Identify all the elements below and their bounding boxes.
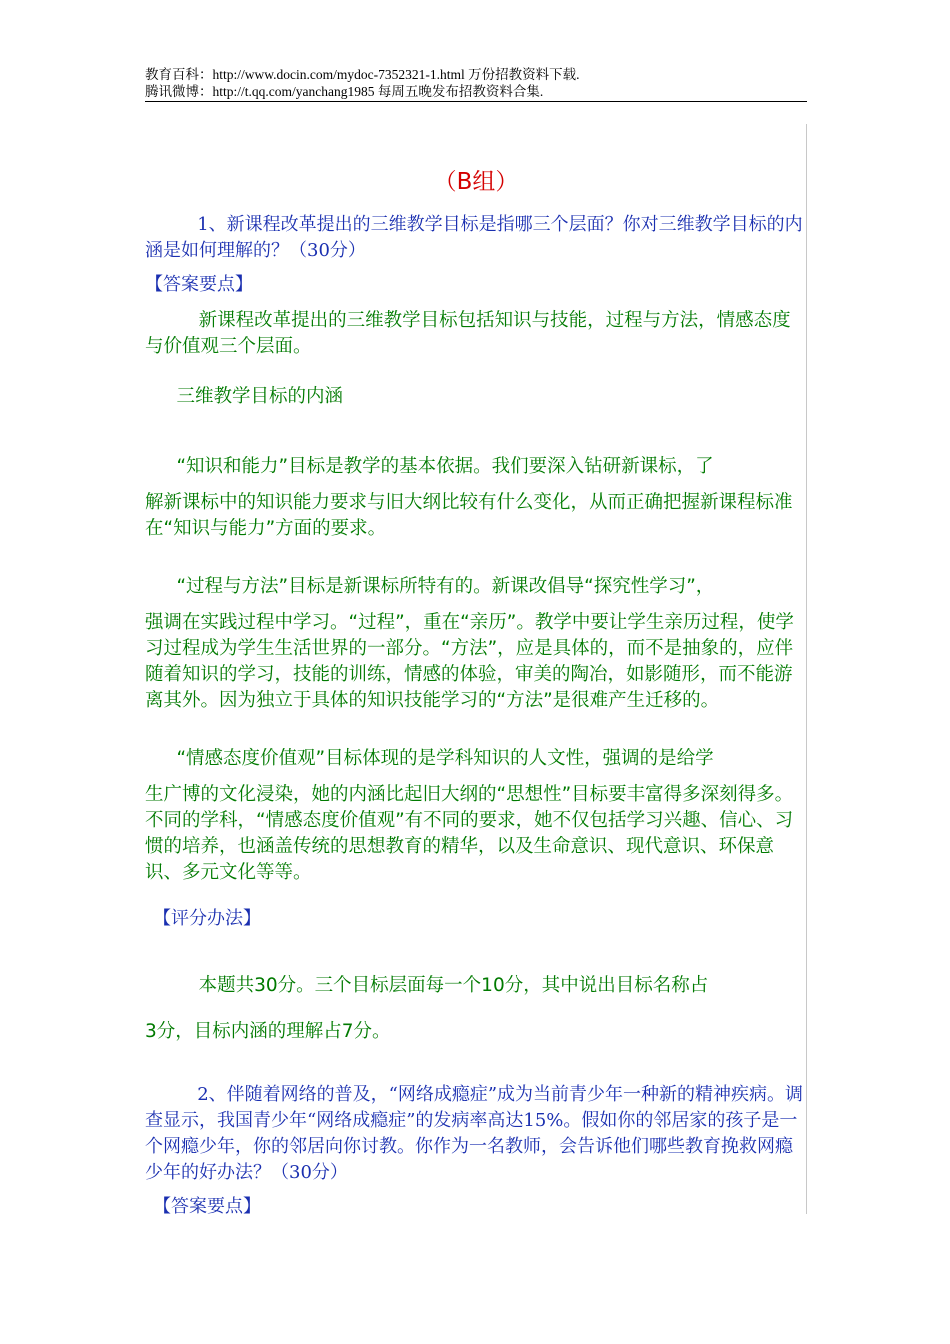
scoring-line-2: 3分，目标内涵的理解占7分。 — [145, 1021, 391, 1042]
paragraph-values: 生广博的文化浸染，她的内涵比起旧大纲的“思想性”目标要丰富得多深刻得多。不同的学科，“情感态度价值观”有不同的要求，她不仅包括学习兴趣、信心、习惯的培养，也涵盖传统的思想教育的精华，以及生命意识、现代意识、环保意识、多元文化等等。 — [145, 784, 794, 883]
scoring-label: 【评分办法】 — [153, 908, 261, 929]
answer-intro: 新课程改革提出的三维教学目标包括知识与技能，过程与方法，情感态度与价值观三个层面。 — [145, 310, 791, 357]
header-line-2: 腾讯微博：http://t.qq.com/yanchang1985 每周五晚发布招教资料合集. — [145, 84, 544, 99]
header-divider — [145, 101, 807, 102]
paragraph-process-lead: “过程与方法”目标是新课标所特有的。新课改倡导“探究性学习”， — [176, 576, 715, 597]
question-1: 1、新课程改革提出的三维教学目标是指哪三个层面？你对三维教学目标的内涵是如何理解的？（30分） — [145, 214, 803, 261]
paragraph-knowledge-lead: “知识和能力”目标是教学的基本依据。我们要深入钻研新课标，了 — [176, 456, 714, 477]
section-title: （B组） — [433, 169, 519, 195]
answer-label-1: 【答案要点】 — [145, 274, 253, 295]
header-line-1: 教育百科：http://www.docin.com/mydoc-7352321-1.html 万份招教资料下载. — [145, 67, 580, 82]
scoring-line-1: 本题共30分。三个目标层面每一个10分，其中说出目标名称占 — [198, 975, 709, 996]
answer-label-2: 【答案要点】 — [153, 1196, 261, 1217]
paragraph-knowledge: 解新课标中的知识能力要求与旧大纲比较有什么变化，从而正确把握新课程标准在“知识与能力”方面的要求。 — [145, 492, 793, 539]
page-header — [145, 66, 807, 100]
paragraph-values-lead: “情感态度价值观”目标体现的是学科知识的人文性，强调的是给学 — [176, 748, 714, 769]
document-body — [145, 166, 807, 1220]
paragraph-process: 强调在实践过程中学习。“过程”，重在“亲历”。教学中要让学生亲历过程，使学习过程成为学生生活世界的一部分。“方法”，应是具体的，而不是抽象的，应伴随着知识的学习，技能的训练，情感的体验，审美的陶冶，如影随形，而不能游离其外。因为独立于具体的知识技能学习的“方法”是很难产生迁移的。 — [145, 612, 794, 711]
question-2: 2、伴随着网络的普及，“网络成瘾症”成为当前青少年一种新的精神疾病。调查显示，我国青少年“网络成瘾症”的发病率高达15%。假如你的邻居家的孩子是一个网瘾少年，你的邻居向你讨教。你作为一名教师，会告诉他们哪些教育挽救网瘾少年的好办法？（30分） — [145, 1084, 804, 1183]
answer-subheading: 三维教学目标的内涵 — [176, 386, 343, 407]
